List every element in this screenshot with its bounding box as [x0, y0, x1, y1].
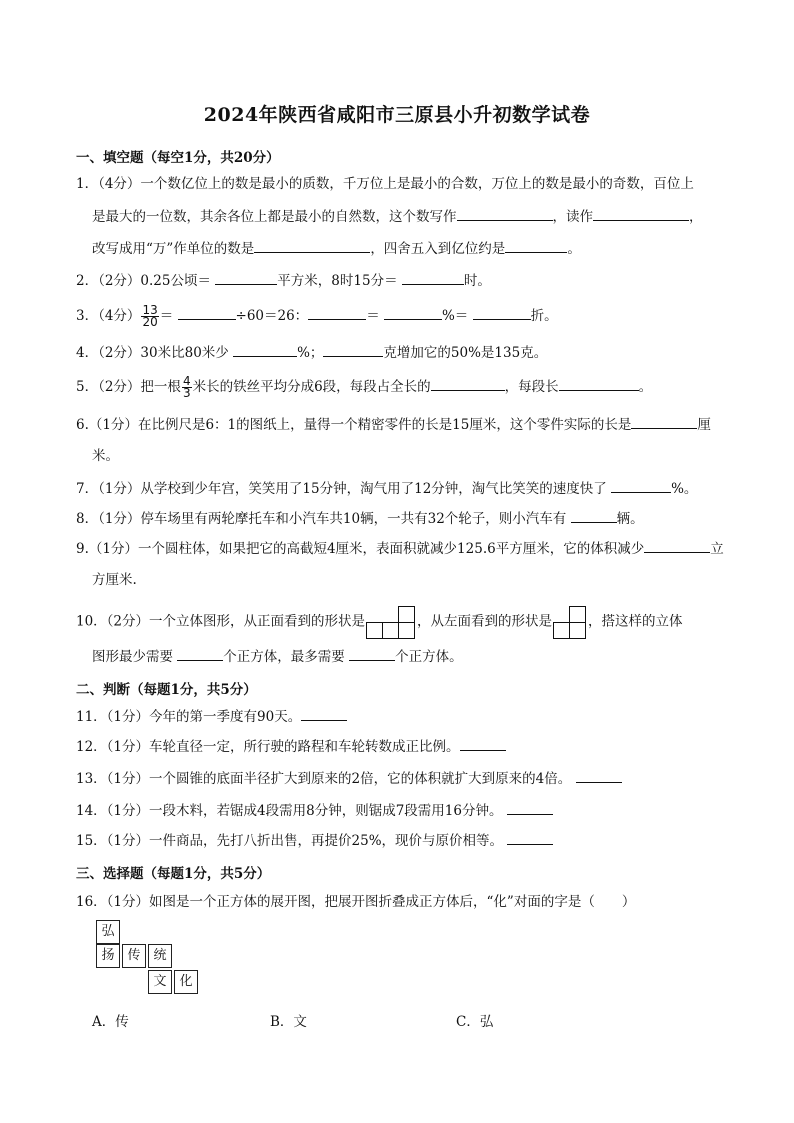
q1-line3: 改写成用“万”作单位的数是 ，四舍五入到亿位约是 。: [92, 238, 581, 259]
answer-blank[interactable]: [402, 270, 464, 285]
answer-blank[interactable]: [431, 376, 505, 391]
answer-blank[interactable]: [215, 270, 277, 285]
answer-blank[interactable]: [178, 305, 236, 320]
fraction-13-20: $\frac{13}{20}$: [142, 303, 158, 329]
answer-blank[interactable]: [460, 736, 506, 751]
answer-blank[interactable]: [505, 238, 567, 253]
q10-line1: 10．（2分）一个立体图形，从正面看到的形状是 ，从左面看到的形状是 ，搭这样的立体: [76, 604, 683, 640]
answer-blank[interactable]: [323, 342, 383, 357]
answer-blank[interactable]: [576, 768, 622, 783]
q14: 14．（1分）一段木料，若锯成4段需用8分钟，则锯成7段需用16分钟。: [76, 800, 553, 821]
net-cell: 文: [148, 970, 172, 994]
answer-blank[interactable]: [301, 706, 347, 721]
answer-blank[interactable]: [611, 478, 671, 493]
q6-line2: 米。: [92, 448, 119, 464]
q16: 16．（1分）如图是一个正方体的展开图，把展开图折叠成正方体后，“化”对面的字是（ ）: [76, 894, 636, 910]
q2: 2．（2分）0.25公顷＝ 平方米，8时15分＝ 时。: [76, 270, 491, 291]
option-a[interactable]: A．传: [92, 1014, 129, 1030]
q3: 3．（4分） $\frac{13}{20}$ ＝ ÷60＝26： ＝ %＝ 折。: [76, 303, 558, 329]
q8: 8．（1分）停车场里有两轮摩托车和小汽车共10辆，一共有32个轮子，则小汽车有 辆。: [76, 508, 644, 529]
net-cell: 扬: [96, 944, 120, 968]
q12: 12．（1分）车轮直径一定，所行驶的路程和车轮转数成正比例。: [76, 736, 506, 757]
answer-blank[interactable]: [644, 538, 710, 553]
answer-blank[interactable]: [473, 305, 531, 320]
answer-blank[interactable]: [593, 206, 689, 221]
q13: 13．（1分）一个圆锥的底面半径扩大到原来的2倍，它的体积就扩大到原来的4倍。: [76, 768, 622, 789]
answer-blank[interactable]: [254, 238, 370, 253]
option-b[interactable]: B．文: [270, 1014, 307, 1030]
answer-blank[interactable]: [349, 646, 395, 661]
section-fill-in: 一、填空题（每空1分，共20分）: [76, 150, 280, 166]
answer-blank[interactable]: [384, 305, 442, 320]
answer-blank[interactable]: [308, 305, 366, 320]
page-title: 2024年陕西省咸阳市三原县小升初数学试卷: [203, 104, 591, 126]
q11: 11．（1分）今年的第一季度有90天。: [76, 706, 347, 727]
q6-line1: 6.（1分）在比例尺是6：1的图纸上，量得一个精密零件的长是15厘米，这个零件实际的长是 厘: [76, 414, 711, 435]
q1-line1: 1．（4分）一个数亿位上的数是最小的质数，千万位上是最小的合数，万位上的数是最小的奇数，百位上: [76, 176, 694, 192]
q4: 4．（2分）30米比80米少 %； 克增加它的50%是135克。: [76, 342, 547, 363]
net-cell: 传: [122, 944, 146, 968]
front-view-figure: [365, 604, 417, 640]
answer-blank[interactable]: [233, 342, 297, 357]
answer-blank[interactable]: [507, 830, 553, 845]
answer-blank[interactable]: [177, 646, 223, 661]
section-multiple-choice: 三、选择题（每题1分，共5分）: [76, 866, 271, 882]
q9-line2: 方厘米.: [92, 572, 137, 588]
fraction-4-3: $\frac{4}{3}$: [182, 374, 191, 400]
answer-blank[interactable]: [457, 206, 553, 221]
net-cell: 弘: [96, 920, 120, 944]
net-cell: 化: [174, 970, 198, 994]
option-c[interactable]: C．弘: [456, 1014, 494, 1030]
answer-blank[interactable]: [631, 414, 697, 429]
answer-blank[interactable]: [559, 376, 639, 391]
net-cell: 统: [148, 944, 172, 968]
q10-line2: 图形最少需要 个正方体，最多需要 个正方体。: [92, 646, 463, 667]
section-true-false: 二、判断（每题1分，共5分）: [76, 682, 257, 698]
q7: 7．（1分）从学校到少年宫，笑笑用了15分钟，淘气用了12分钟，淘气比笑笑的速度快了 %。: [76, 478, 697, 499]
answer-blank[interactable]: [571, 508, 617, 523]
cube-net-figure: [96, 920, 200, 1000]
q9-line1: 9.（1分）一个圆柱体，如果把它的高截短4厘米，表面积就减少125.6平方厘米，它的体积减少 立: [76, 538, 724, 559]
left-view-figure: [552, 604, 588, 640]
q15: 15．（1分）一件商品，先打八折出售，再提价25%，现价与原价相等。: [76, 830, 553, 851]
q1-line2: 是最大的一位数，其余各位上都是最小的自然数，这个数写作 ，读作 ，: [92, 206, 703, 227]
answer-blank[interactable]: [507, 800, 553, 815]
q5: 5．（2分）把一根 $\frac{4}{3}$ 米长的铁丝平均分成6段，每段占全长的 ，每段长 。: [76, 374, 653, 400]
